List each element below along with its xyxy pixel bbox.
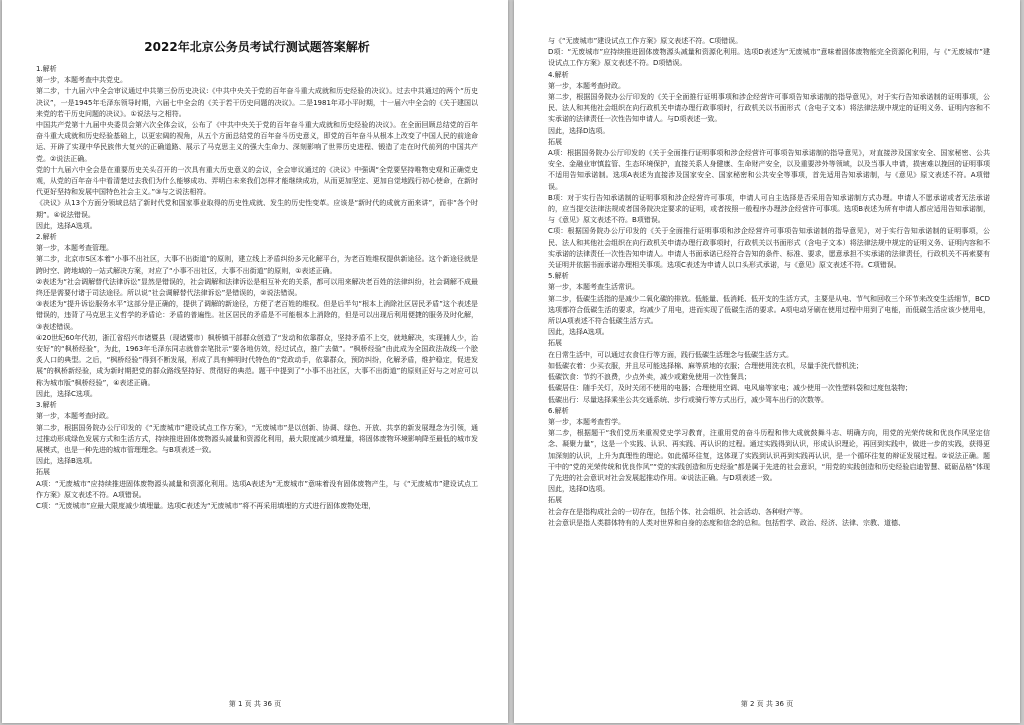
text-line: 社会存在是指构成社会的一切存在，包括个体、社会组织、社会活动、各种财产等。 bbox=[548, 507, 807, 516]
text-line: 因此，选择D选项。 bbox=[548, 485, 610, 494]
text-line: 因此，选择C选项。 bbox=[36, 389, 97, 398]
text-line: 5.解析 bbox=[548, 272, 569, 281]
text-line: 第二步，北京市S区本着“小事不出社区，大事不出街道”的原则，建立线上矛盾纠纷多元化解平台，为老百姓维权提供新途径。这个新途径就是跨时空、跨地域的一站式解决方案，对应了“小事不出社区，大事不出街道”的原则，①表述正确。 bbox=[36, 255, 478, 275]
text-line: A项：根据国务院办公厅印发的《关于全面推行证明事项和涉企经营许可事项告知承诺制的指导意见》，对直接涉及国家安全、国家秘密、公共安全、金融业审慎监管、生态环境保护，直接关系人身健康、生命财产安全，以及重要涉外等领域，以及当事人申请，损害难以挽回的证明事项不适用告知承诺制。选项A表述为直接涉及国家安全、国家秘密和公共安全等事项，首先适用告知承诺制，与《意见》原文表述不符。A项错误。 bbox=[548, 149, 990, 191]
text-line: 社会意识是指人类群体特有的人类对世界和自身的态度和信念的总和。包括哲学、政治、经济、法律、宗教、道德、 bbox=[548, 518, 905, 527]
text-line: 6.解析 bbox=[548, 406, 569, 415]
text-line: 党的十九届六中全会是在重要历史关头召开的一次具有重大历史意义的会议，全会审议通过的《决议》中强调“全党要坚持唯物史观和正确党史观，从党的百年奋斗中看清楚过去我们为什么能够成功、弄明白未来我们怎样才能继续成功，从而更加坚定、更加自觉地践行初心使命，在新时代更好坚持和发展中国特色社会主义。”③与之说法相符。 bbox=[36, 165, 478, 197]
text-line: D项：“无废城市”应持续推进固体废物源头减量和资源化利用。选项D表述为“无废城市”意味着固体废物能完全资源化利用，与《“无废城市”建设试点工作方案》原文表述不符。D项错误。 bbox=[548, 48, 990, 68]
text-line: 第二步，根据国务院办公厅印发的《关于全面推行证明事项和涉企经营许可事项告知承诺制的指导意见》，对于实行告知承诺制的证明事项，公民、法人和其他社会组织在向行政机关申请办理行政事项时，行政机关以书面形式（含电子文本）将法律法规中规定的证明义务、证明内容和不实承诺的法律责任一次性告知申请人。与D项表述一致。 bbox=[548, 93, 990, 124]
text-line: 第二步，根据题干“我们党历来重视党史学习教育，注重用党的奋斗历程和伟大成就鼓舞斗志、明确方向，用党的光荣传统和优良作风坚定信念、凝聚力量”，这是一个实践、认识、再实践、再认识的过程。通过实践得到认识，形成认识理论，再回到实践中，做进一步的实践，获得更加深刻的认识，上升为真理性的理论。如此循环往复，这体现了实践到认识再到实践再认识，是一个循环往复的辩证发展过程。②说法正确。题干中的“党的光荣传统和优良作风”“党的实践创造和历史经验”都是属于先进的社会意识，“用党的实践创造和历史经验启迪智慧、砥砺品格”体现了先进的社会意识对社会发展起推动作用。④说法正确。与D项表述一致。 bbox=[548, 429, 990, 482]
text-line: 第一步，本题考查中共党史。 bbox=[36, 76, 127, 85]
text-line: 拓展 bbox=[548, 137, 562, 146]
text-line: 中国共产党第十九届中央委员会第六次全体会议，公布了《中共中央关于党的百年奋斗重大成就和历史经验的决议》。在全面回顾总结党的百年奋斗重大成就和历史经验基础上，以更宏阔的视角，从五个方面总结党的百年奋斗历史意义，即党的百年奋斗从根本上改变了中国人民的前途命运、开辟了实现中华民族伟大复兴的正确道路、展示了马克思主义的强大生命力、深刻影响了世界历史进程、锻造了走在时代前列的中国共产党。②说法正确。 bbox=[36, 121, 478, 163]
text-line: 低碳饮食：节约不浪费，少点外卖，减少或避免使用一次性餐具； bbox=[548, 373, 751, 382]
text-line: 第二步，根据国务院办公厅印发的《“无废城市”建设试点工作方案》，“无废城市”是以创新、协调、绿色、开放、共享的新发展理念为引领，通过推动形成绿色发展方式和生活方式，持续推进固体废物源头减量和资源化利用，最大限度减少填埋量，将固体废物环境影响降至最低的城市发展模式，也是一种先进的城市管理理念。与B项表述一致。 bbox=[36, 423, 478, 454]
text-line: 第一步，本题考查哲学。 bbox=[548, 417, 625, 426]
page-text bbox=[548, 36, 990, 529]
text-line: 因此，选择A选项。 bbox=[36, 221, 97, 230]
text-line: 因此，选择A选项。 bbox=[548, 328, 609, 337]
text-line: 第一步，本题考查时政。 bbox=[36, 412, 113, 421]
text-line: 因此，选择D选项。 bbox=[548, 126, 610, 135]
document-page-2 bbox=[514, 0, 1020, 723]
text-line: C项：根据国务院办公厅印发的《关于全面推行证明事项和涉企经营许可事项告知承诺制的指导意见》，对于实行告知承诺制的证明事项，公民、法人和其他社会组织在向行政机关申请办理行政事项时，行政机关以书面形式（含电子文本）将法律法规中规定的证明义务、证明内容和不实承诺的法律责任一次性告知申请人。申请人书面承诺已经符合告知的条件、标准、要求，愿意承担不实承诺的法律责任，行政机关不再索要有关证明并依据书面承诺办理相关事项。选项C表述为申请人以口头形式承诺，与《意见》原文表述不符。C项错误。 bbox=[548, 227, 990, 270]
text-line: ③表述为“提升诉讼服务水平”这部分是正确的，提供了调解的新途径，方便了老百姓的维权。但是后半句“根本上消除社区居民矛盾”这个表述是错误的，违背了马克思主义哲学的矛盾论：矛盾的普遍性。社区居民的矛盾是不可能根本上消除的，但是可以出现后利用便捷的服务及时化解，③表述错误。 bbox=[36, 300, 478, 331]
text-line: 第二步，十九届六中全会审议通过中共第三份历史决议:《中共中央关于党的百年奋斗重大成就和历史经验的决议》。过去中共通过的两个“历史决议”，一是1945年毛泽东领导时期，六届七中全会的《关于若干历史问题的决议》。二是1981年邓小平时期，十一届六中全会的《关于建国以来党的若干历史问题的决议》。①说法与之相符。 bbox=[36, 87, 478, 118]
text-line: 3.解析 bbox=[36, 401, 57, 410]
text-line: ④20世纪60年代初，浙江省绍兴市诸暨县（现诸暨市）枫桥镇干部群众创造了“发动和依靠群众，坚持矛盾不上交，就地解决，实现捕人少，治安好”的“枫桥经验”，为此，1963年毛泽东同志就曾亲笔批示“要各地仿效，经过试点，推广去做”。“枫桥经验”由此成为全国政法战线一个脍炙人口的典型。之后，“枫桥经验”得到不断发展，形成了具有鲜明时代特色的“党政动手，依靠群众，预防纠纷，化解矛盾，维护稳定，促进发展”的枫桥新经验，成为新时期把党的群众路线坚持好、贯彻好的典范。题干中提到了“小事不出社区，大事不出街道”的原则正好与之对应可以称为城市版“枫桥经验”，④表述正确。 bbox=[36, 333, 478, 387]
text-line: A项：“无废城市”应持续推进固体废物源头减量和资源化利用。选项A表述为“无废城市”意味着没有固体废物产生，与《“无废城市”建设试点工作方案》原文表述不符。A项错误。 bbox=[36, 479, 478, 499]
text-line: 4.解析 bbox=[548, 70, 569, 79]
text-line: 如低碳衣着：少买衣服，并且尽可能选择棉、麻等质地的衣服；合理使用洗衣机，尽量手洗代替机洗； bbox=[548, 361, 863, 370]
text-line: 第一步，本题考查生活常识。 bbox=[548, 283, 639, 292]
page-content bbox=[548, 36, 990, 683]
text-line: 因此，选择B选项。 bbox=[36, 457, 97, 466]
text-line: 1.解析 bbox=[36, 65, 57, 73]
text-line: 在日常生活中，可以通过衣食住行等方面，践行低碳生活理念与低碳生活方式。 bbox=[548, 350, 793, 359]
page-text bbox=[36, 64, 478, 512]
page-footer: 第 1 页 共 36 页 bbox=[228, 700, 282, 708]
text-line: 低碳居住：随手关灯，及时关闭不使用的电器；合理使用空调、电风扇等家电；减少使用一次性塑料袋和过度包装物； bbox=[548, 384, 912, 393]
text-line: 第二步，低碳生活指的是减少二氧化碳的排放。低能量、低消耗、低开支的生活方式，主要是从电、节气和回收三个环节来改变生活细节，BCD选项都符合低碳生活的要求，均减少了用电，进而实现了低碳生活的要求。A项电动牙刷在使用过程中用到了电能，而低碳生活应该少使用电，所以A项表述不符合低碳生活方式。 bbox=[548, 294, 990, 326]
page-content bbox=[36, 40, 478, 683]
document-title: 2022年北京公务员考试行测试题答案解析 bbox=[144, 40, 370, 54]
text-line: C项：“无废城市”应最大限度减少填埋量。选项C表述为“无废城市”将不再采用填埋的方式进行固体废物处理， bbox=[36, 501, 376, 510]
text-line: ②表述为“社会调解替代法律诉讼”显然是错误的，社会调解和法律诉讼是相互补充的关系，都可以用来解决老百姓的法律纠纷，社会调解不成最终还是需要付诸于司法途径。所以说“社会调解替代法律诉讼”是错误的，②说法错误。 bbox=[36, 277, 478, 298]
text-line: 第一步，本题考查时政。 bbox=[548, 81, 625, 90]
text-line: B项：对于实行告知承诺制的证明事项和涉企经营许可事项，申请人可自主选择是否采用告知承诺制方式办理。申请人不愿承诺或者无法承诺的，应当提交法律法规或者国务院决定要求的证明，或者按照一般程序办理涉企经营许可事项。选项B表述为所有申请人都应适用告知承诺制，与《意见》原文表述不符。B项错误。 bbox=[548, 193, 990, 225]
text-line: 与《“无废城市”建设试点工作方案》原文表述不符。C项错误。 bbox=[548, 37, 743, 45]
text-line: 低碳出行：尽量选择乘坐公共交通系统、步行或骑行等方式出行，减少驾车出行的次数等。 bbox=[548, 395, 828, 404]
page-footer: 第 2 页 共 36 页 bbox=[740, 700, 794, 708]
text-line: 2.解析 bbox=[36, 233, 57, 242]
text-line: 第一步，本题考查管理。 bbox=[36, 244, 113, 253]
text-line: 《决议》从13个方面分领域总结了新时代党和国家事业取得的历史性成就、发生的历史性变革。应该是“新时代的成就方面来讲”，而非“各个时期”。④说法错误。 bbox=[36, 199, 478, 219]
text-line: 拓展 bbox=[36, 468, 50, 477]
text-line: 拓展 bbox=[548, 496, 562, 505]
text-line: 拓展 bbox=[548, 339, 562, 348]
document-page-1 bbox=[2, 0, 508, 723]
